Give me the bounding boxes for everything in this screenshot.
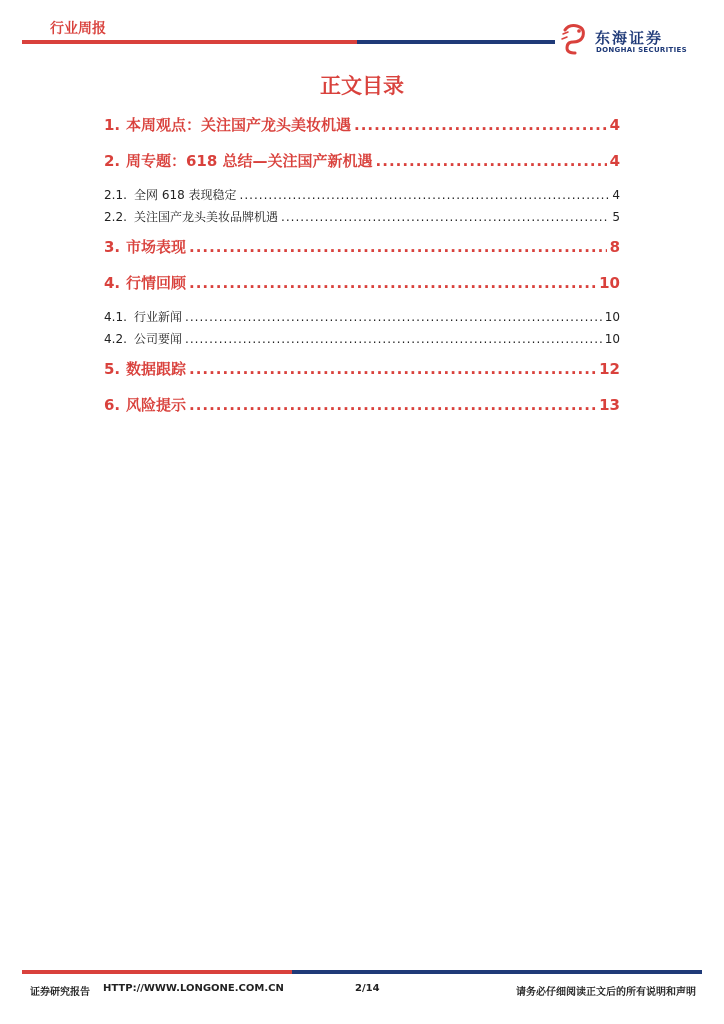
toc-entry-page: 10 [599,274,620,292]
toc-entry[interactable] [104,148,620,184]
toc-entry-number: 3. [104,238,121,256]
company-logo [559,22,709,58]
toc-dot-leader [185,328,602,350]
dragon-logo-icon [559,22,593,56]
toc-entry[interactable] [104,356,620,392]
toc-dot-leader [185,306,602,328]
footer-report-label: 证券研究报告 [30,987,90,998]
toc-entry-title: 行情回顾 [126,274,187,292]
toc-entry[interactable] [104,234,620,270]
toc-subentry[interactable] [104,306,620,328]
footer-rule-blue [292,970,702,974]
footer-page-number: 2/14 [355,983,380,994]
toc-entry-number: 4.1. [104,310,127,324]
report-type-label: 行业周报 [50,21,106,37]
toc-entry-number: 4.2. [104,332,127,346]
toc-dot-leader [240,184,610,206]
toc-title: 正文目录 [320,74,404,98]
toc-entry-page: 4 [612,188,620,202]
toc-entry-title: 市场表现 [126,238,187,256]
toc-dot-leader [281,206,609,228]
toc-entry[interactable] [104,112,620,148]
toc-dot-leader [376,148,607,174]
table-of-contents [104,112,620,428]
logo-name-en: DONGHAI SECURITIES [596,46,687,54]
toc-entry-number: 2. [104,152,121,170]
logo-name-cn: 东海证券 [595,29,664,47]
toc-entry-number: 5. [104,360,121,378]
toc-entry-number: 4. [104,274,121,292]
header-rule-red [22,40,357,44]
toc-entry-title: 全网 618 表现稳定 [134,188,237,202]
toc-entry-title: 公司要闻 [134,332,183,346]
toc-entry[interactable] [104,392,620,428]
footer-rule-red [22,970,292,974]
toc-entry-number: 1. [104,116,121,134]
toc-entry-title: 关注国产龙头美妆品牌机遇 [134,210,279,224]
footer-website-link[interactable]: HTTP://WWW.LONGONE.COM.CN [103,983,284,994]
toc-dot-leader [189,356,596,382]
toc-entry-number: 2.2. [104,210,127,224]
toc-entry-page: 13 [599,396,620,414]
toc-subentry[interactable] [104,206,620,228]
toc-entry-page: 10 [604,332,620,346]
toc-dot-leader [354,112,607,138]
toc-entry-page: 4 [609,116,620,134]
toc-dot-leader [189,270,596,296]
toc-dot-leader [189,392,596,418]
toc-entry-title: 风险提示 [126,396,187,414]
toc-entry-page: 10 [604,310,620,324]
toc-entry-page: 5 [612,210,620,224]
footer-disclaimer: 请务必仔细阅读正文后的所有说明和声明 [516,987,696,998]
toc-entry-number: 6. [104,396,121,414]
toc-entry-title: 周专题：618 总结—关注国产新机遇 [126,152,373,170]
toc-entry[interactable] [104,270,620,306]
header-rule-blue [357,40,555,44]
toc-entry-title: 本周观点：关注国产龙头美妆机遇 [126,116,352,134]
toc-subentry[interactable] [104,328,620,350]
toc-entry-page: 8 [609,238,620,256]
toc-subentry[interactable] [104,184,620,206]
toc-entry-page: 12 [599,360,620,378]
toc-entry-title: 行业新闻 [134,310,183,324]
toc-dot-leader [189,234,607,260]
toc-entry-title: 数据跟踪 [126,360,187,378]
toc-entry-number: 2.1. [104,188,127,202]
toc-entry-page: 4 [609,152,620,170]
